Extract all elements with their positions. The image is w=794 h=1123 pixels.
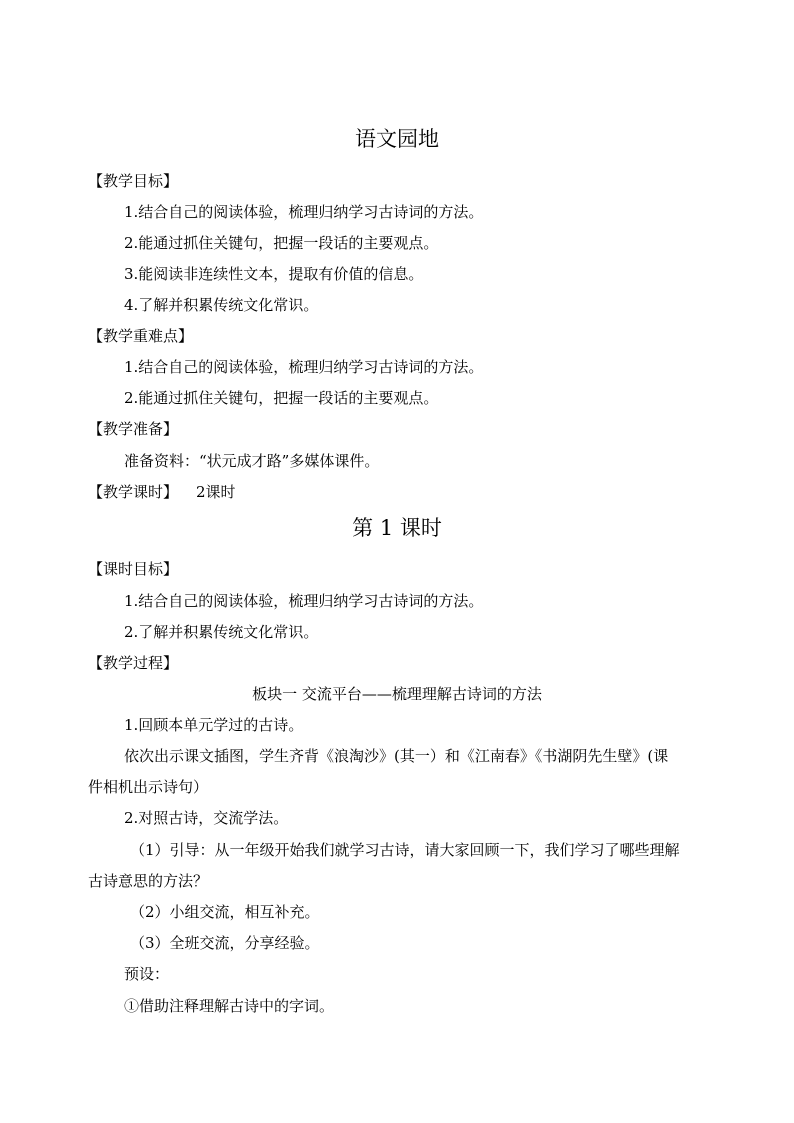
key-point-1: 1.结合自己的阅读体验，梳理归纳学习古诗词的方法。 — [124, 358, 484, 376]
lesson-goals-heading: 【课时目标】 — [88, 560, 179, 578]
teaching-goal-2: 2.能通过抓住关键句，把握一段话的主要观点。 — [124, 234, 439, 252]
step-compare-poems: 2.对照古诗，交流学法。 — [124, 809, 289, 827]
step-class-discussion: （3）全班交流，分享经验。 — [130, 934, 320, 952]
step-group-discussion: （2）小组交流，相互补充。 — [130, 903, 320, 921]
step-guide-cont: 古诗意思的方法？ — [88, 872, 209, 890]
teaching-goal-4: 4.了解并积累传统文化常识。 — [124, 296, 319, 314]
class-hours-row — [88, 482, 236, 502]
page-title: 语文园地 — [355, 127, 439, 151]
class-hours-value: 2课时 — [196, 483, 236, 501]
process-heading: 【教学过程】 — [88, 654, 179, 672]
lesson-title: 第 1 课时 — [352, 516, 442, 540]
teaching-goal-3: 3.能阅读非连续性文本，提取有价值的信息。 — [124, 265, 424, 283]
preparation-heading: 【教学准备】 — [88, 420, 179, 438]
step-preset-label: 预设： — [124, 965, 170, 983]
preparation-text: 准备资料：“状元成才路”多媒体课件。 — [124, 452, 380, 470]
lesson-goal-1: 1.结合自己的阅读体验，梳理归纳学习古诗词的方法。 — [124, 592, 484, 610]
step-preset-1: ①借助注释理解古诗中的字词。 — [124, 997, 335, 1015]
lesson-goal-2: 2.了解并积累传统文化常识。 — [124, 623, 319, 641]
key-point-2: 2.能通过抓住关键句，把握一段话的主要观点。 — [124, 389, 439, 407]
step-show-illustrations-cont: 件相机出示诗句） — [88, 778, 209, 796]
key-points-heading: 【教学重难点】 — [88, 327, 194, 345]
class-hours-heading: 【教学课时】 — [88, 483, 179, 501]
step-guide: （1）引导：从一年级开始我们就学习古诗，请大家回顾一下，我们学习了哪些理解 — [130, 841, 680, 859]
step-show-illustrations: 依次出示课文插图，学生齐背《浪淘沙》(其一）和《江南春》《书湖阴先生壁》(课 — [124, 747, 669, 765]
teaching-goals-heading: 【教学目标】 — [88, 172, 179, 190]
step-review-poems: 1.回顾本单元学过的古诗。 — [124, 716, 304, 734]
block1-title: 板块一 交流平台——梳理理解古诗词的方法 — [252, 685, 542, 703]
teaching-goal-1: 1.结合自己的阅读体验，梳理归纳学习古诗词的方法。 — [124, 203, 484, 221]
